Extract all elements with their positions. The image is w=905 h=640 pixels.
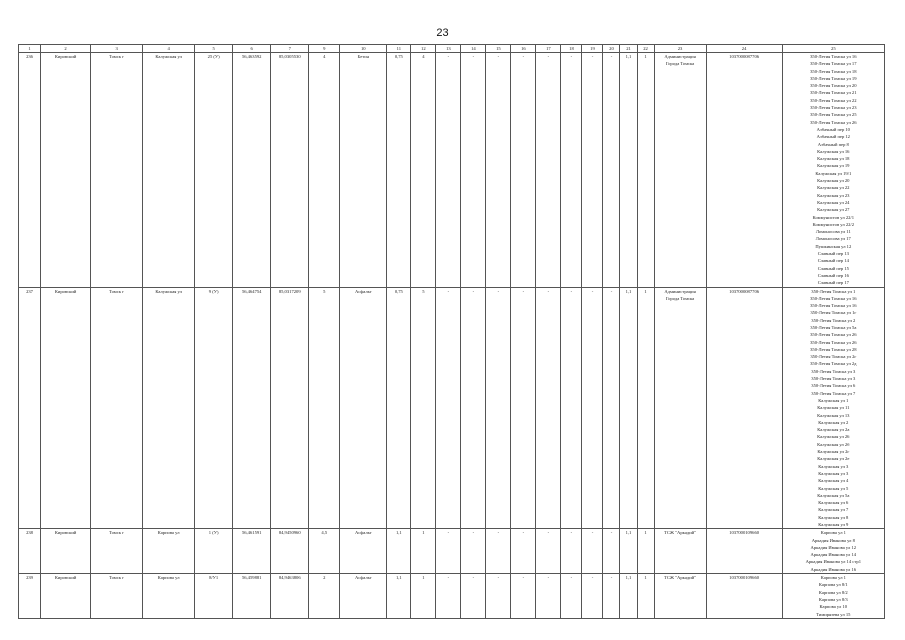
district-cell: Кировский xyxy=(41,574,91,619)
street-cell: Калужская ул xyxy=(143,53,195,288)
page-number: 23 xyxy=(436,27,449,39)
container-count-cell: 1 xyxy=(411,574,436,619)
address-line: 350-Летия Томска ул 25 xyxy=(810,112,857,118)
area-cell: 2 xyxy=(309,574,340,619)
street-cell: Калужская ул xyxy=(143,287,195,529)
count-cell: 1 xyxy=(637,529,654,574)
address-line: Карпова ул 8/3 xyxy=(818,596,848,602)
surface-cell: Бетон xyxy=(340,53,387,288)
longitude-cell: 84,9463806 xyxy=(271,574,309,619)
address-line: Ломоносова ул 11 xyxy=(815,229,851,235)
empty-cell: - xyxy=(603,53,620,288)
column-header: 16 xyxy=(511,45,536,53)
column-header: 14 xyxy=(461,45,486,53)
column-header: 18 xyxy=(561,45,582,53)
served-addresses-cell xyxy=(782,574,884,619)
latitude-cell: 56,464754 xyxy=(233,287,271,529)
address-line: Карпова ул 8/2 xyxy=(818,589,848,595)
ogrn-cell: 1037000109660 xyxy=(706,574,782,619)
site-number-cell: 25 (У) xyxy=(195,53,233,288)
address-line: Калужская ул 3 xyxy=(818,470,849,476)
district-cell: Кировский xyxy=(41,53,91,288)
volume-cell: 1,1 xyxy=(620,529,637,574)
column-header: 21 xyxy=(620,45,637,53)
address-line: 350-Летия Томска ул 16 xyxy=(810,303,857,309)
address-line: 350-Летия Томска ул 16 xyxy=(810,54,857,59)
empty-cell: - xyxy=(603,287,620,529)
address-line: 350-Летия Томска ул 7 xyxy=(811,390,856,396)
empty-cell: - xyxy=(486,53,511,288)
served-addresses-cell xyxy=(782,529,884,574)
address-line: Калужская ул 1 xyxy=(818,397,849,403)
registry-table xyxy=(18,44,885,619)
count-cell: 1 xyxy=(637,53,654,288)
address-line: Калужская ул 2г xyxy=(817,449,850,455)
header-row xyxy=(19,45,885,53)
count-cell: 1 xyxy=(637,574,654,619)
column-header: 20 xyxy=(603,45,620,53)
address-line: Калужская ул 3 xyxy=(818,463,849,469)
address-line: Азбачный пер 12 xyxy=(816,134,850,140)
longitude-cell: 84,9450960 xyxy=(271,529,309,574)
address-line: 350-Летия Томска ул 1г xyxy=(810,310,857,316)
address-line: Славный пер 17 xyxy=(817,280,849,286)
empty-cell: - xyxy=(511,529,536,574)
container-volume-cell: 0,75 xyxy=(387,53,411,288)
owner-line: Города Томска xyxy=(665,295,695,301)
column-header: 5 xyxy=(195,45,233,53)
address-line: Славный пер 14 xyxy=(817,258,849,264)
volume-cell: 1,1 xyxy=(620,574,637,619)
empty-cell: - xyxy=(561,574,582,619)
address-line: Аркадия Иванова ул 8 xyxy=(811,537,855,543)
address-line: Славный пер 16 xyxy=(817,272,849,278)
address-line: 350-Летия Томска ул 2г xyxy=(810,354,857,360)
address-line: Калужская ул 23 xyxy=(817,192,850,198)
address-line: Калужская ул 16 xyxy=(817,148,850,154)
ogrn-cell: 1037000087706 xyxy=(706,287,782,529)
empty-cell: - xyxy=(603,529,620,574)
column-header: 22 xyxy=(637,45,654,53)
address-line: Калужская ул 5 xyxy=(818,485,849,491)
volume-cell: 1,1 xyxy=(620,287,637,529)
column-header: 3 xyxy=(91,45,143,53)
address-line: 350-Летия Томска ул 21 xyxy=(810,90,857,96)
address-line: Калужская ул 2 xyxy=(818,419,849,425)
empty-cell: - xyxy=(511,574,536,619)
address-line: 350-Летия Томска ул 3 xyxy=(811,368,856,374)
address-line: 350-Летия Томска ул 17 xyxy=(810,61,857,67)
empty-cell: - xyxy=(603,574,620,619)
owner-line: ТСЖ "Аркадий" xyxy=(664,530,697,536)
latitude-cell: 56,461591 xyxy=(233,529,271,574)
address-line: Пушкинская ул 12 xyxy=(815,243,852,249)
table-row xyxy=(19,529,885,574)
empty-cell: - xyxy=(486,574,511,619)
address-line: 350-Летия Томска ул 26 xyxy=(810,332,857,338)
owner-cell xyxy=(654,53,706,288)
latitude-cell: 56,459881 xyxy=(233,574,271,619)
address-line: Коммунистов ул 22/1 xyxy=(812,214,854,220)
latitude-cell: 56,463592 xyxy=(233,53,271,288)
address-line: 350-Летия Томска ул 18 xyxy=(810,68,857,74)
address-line: Калужская ул 7 xyxy=(818,507,849,513)
address-line: 350-Летия Томска ул 19 xyxy=(810,75,857,81)
address-line: Ломоносова ул 17 xyxy=(815,236,851,242)
ogrn-cell: 1037000109660 xyxy=(706,529,782,574)
empty-cell: - xyxy=(582,287,603,529)
column-header: 15 xyxy=(486,45,511,53)
street-cell: Карпова ул xyxy=(143,574,195,619)
surface-cell: Асфальт xyxy=(340,574,387,619)
column-header: 24 xyxy=(706,45,782,53)
row-number-cell: 239 xyxy=(19,574,41,619)
count-cell: 1 xyxy=(637,287,654,529)
empty-cell: - xyxy=(511,53,536,288)
column-header: 11 xyxy=(387,45,411,53)
address-line: Аркадия Иванова ул 14 стр1 xyxy=(805,559,861,565)
surface-cell: Асфальт xyxy=(340,529,387,574)
address-line: Калужская ул 4 xyxy=(818,478,849,484)
address-line: Калужская ул 2б xyxy=(817,441,850,447)
container-volume-cell: 0,75 xyxy=(387,287,411,529)
address-line: Калужская ул 6 xyxy=(818,500,849,506)
served-addresses-cell xyxy=(782,287,884,529)
address-line: Аркадия Иванова ул 16 xyxy=(810,566,857,572)
table-row xyxy=(19,53,885,288)
address-line: Карпова ул 10 xyxy=(819,604,848,610)
empty-cell: - xyxy=(582,529,603,574)
address-line: 350-Летия Томска ул 22 xyxy=(810,97,857,103)
address-line: Славный пер 13 xyxy=(817,251,849,257)
address-line: Калужская ул 18 xyxy=(817,156,850,162)
empty-cell: - xyxy=(486,529,511,574)
address-line: Калужская ул 2а xyxy=(817,427,850,433)
address-line: Калужская ул 26 xyxy=(817,434,850,440)
column-header: 4 xyxy=(143,45,195,53)
container-volume-cell: 1,1 xyxy=(387,574,411,619)
column-header: 13 xyxy=(436,45,461,53)
container-count-cell: 1 xyxy=(411,529,436,574)
empty-cell: - xyxy=(486,287,511,529)
empty-cell: - xyxy=(561,287,582,529)
address-line: Коммунистов ул 22/2 xyxy=(812,221,854,227)
address-line: 350-Летия Томска ул 2д xyxy=(810,361,857,367)
address-line: Калужская ул 19 xyxy=(817,163,850,169)
address-line: 350-Летия Томска ул 26 xyxy=(810,119,857,125)
empty-cell: - xyxy=(561,53,582,288)
empty-cell: - xyxy=(436,529,461,574)
column-header: 6 xyxy=(233,45,271,53)
column-header: 1 xyxy=(19,45,41,53)
table-row xyxy=(19,287,885,529)
address-line: Карпова ул 8/1 xyxy=(818,582,848,588)
address-line: Калужская ул 22 xyxy=(817,185,850,191)
surface-cell: Асфальт xyxy=(340,287,387,529)
column-header: 12 xyxy=(411,45,436,53)
empty-cell: - xyxy=(461,529,486,574)
address-line: 350-Летия Томска ул 28 xyxy=(810,346,857,352)
owner-line: Администрация xyxy=(664,288,696,294)
address-line: 350-Летия Томска ул 1 xyxy=(811,288,856,294)
address-line: 350-Летия Томска ул 6 xyxy=(811,383,856,389)
site-number-cell: 1 (У) xyxy=(195,529,233,574)
city-cell: Томск г xyxy=(91,287,143,529)
table-body xyxy=(19,53,885,619)
address-line: 350-Летия Томска ул 3 xyxy=(811,376,856,382)
row-number-cell: 236 xyxy=(19,53,41,288)
area-cell: 4 xyxy=(309,53,340,288)
address-line: Калужская ул 20 xyxy=(817,178,850,184)
empty-cell: - xyxy=(436,53,461,288)
column-header: 17 xyxy=(536,45,561,53)
container-count-cell: 5 xyxy=(411,287,436,529)
served-addresses-cell xyxy=(782,53,884,288)
city-cell: Томск г xyxy=(91,53,143,288)
address-line: Калужская ул 11 xyxy=(817,405,850,411)
city-cell: Томск г xyxy=(91,574,143,619)
address-line: Тимирязева ул 15 xyxy=(816,611,851,617)
container-volume-cell: 1,1 xyxy=(387,529,411,574)
address-line: 350-Летия Томска ул 20 xyxy=(810,83,857,89)
volume-cell: 1,1 xyxy=(620,53,637,288)
owner-cell xyxy=(654,287,706,529)
column-header: 9 xyxy=(309,45,340,53)
empty-cell: - xyxy=(536,529,561,574)
empty-cell: - xyxy=(582,53,603,288)
area-cell: 5 xyxy=(309,287,340,529)
address-line: 350-Летия Томска ул 16 xyxy=(810,295,857,301)
address-line: Славный пер 15 xyxy=(817,265,849,271)
column-header: 25 xyxy=(782,45,884,53)
address-line: Карпова ул 1 xyxy=(820,575,846,581)
owner-line: Администрация xyxy=(664,54,696,59)
site-number-cell: 9 (У) xyxy=(195,287,233,529)
address-line: Калужская ул 2е xyxy=(817,456,850,462)
row-number-cell: 238 xyxy=(19,529,41,574)
empty-cell: - xyxy=(436,287,461,529)
district-cell: Кировский xyxy=(41,287,91,529)
column-header: 10 xyxy=(340,45,387,53)
empty-cell: - xyxy=(536,287,561,529)
street-cell: Карпова ул xyxy=(143,529,195,574)
longitude-cell: 85,0305530 xyxy=(271,53,309,288)
address-line: Аркадия Иванова ул 14 xyxy=(810,552,857,558)
district-cell: Кировский xyxy=(41,529,91,574)
owner-cell xyxy=(654,529,706,574)
address-line: Калужская ул 5а xyxy=(817,492,850,498)
city-cell: Томск г xyxy=(91,529,143,574)
address-line: Азбачный пер 10 xyxy=(816,126,850,132)
column-header: 2 xyxy=(41,45,91,53)
address-line: Азбачный пер 8 xyxy=(817,141,849,147)
column-header: 7 xyxy=(271,45,309,53)
owner-line: ТСЖ "Аркадий" xyxy=(664,575,697,581)
empty-cell: - xyxy=(511,287,536,529)
address-line: Калужская ул 19/1 xyxy=(815,170,852,176)
empty-cell: - xyxy=(436,574,461,619)
table-row xyxy=(19,574,885,619)
address-line: 350-Летия Томска ул 5а xyxy=(810,324,857,330)
address-line: Аркадия Иванова ул 12 xyxy=(810,544,857,550)
longitude-cell: 85,0317209 xyxy=(271,287,309,529)
address-line: Калужская ул 24 xyxy=(817,199,850,205)
empty-cell: - xyxy=(536,53,561,288)
address-line: Калужская ул 9 xyxy=(818,522,849,527)
empty-cell: - xyxy=(461,287,486,529)
empty-cell: - xyxy=(561,529,582,574)
address-line: Карпова ул 1 xyxy=(820,530,846,536)
column-header: 19 xyxy=(582,45,603,53)
empty-cell: - xyxy=(461,574,486,619)
owner-line: Города Томска xyxy=(665,61,695,67)
address-line: 350-Летия Томска ул 2 xyxy=(811,317,856,323)
empty-cell: - xyxy=(461,53,486,288)
empty-cell: - xyxy=(582,574,603,619)
address-line: Калужская ул 27 xyxy=(817,207,850,213)
area-cell: 4,5 xyxy=(309,529,340,574)
container-count-cell: 4 xyxy=(411,53,436,288)
site-number-cell: 8/У1 xyxy=(195,574,233,619)
column-header: 23 xyxy=(654,45,706,53)
row-number-cell: 237 xyxy=(19,287,41,529)
empty-cell: - xyxy=(536,574,561,619)
address-line: Калужская ул 8 xyxy=(818,514,849,520)
address-line: Калужская ул 13 xyxy=(817,412,850,418)
address-line: 350-Летия Томска ул 26 xyxy=(810,339,857,345)
ogrn-cell: 1037000087706 xyxy=(706,53,782,288)
address-line: 350-Летия Томска ул 23 xyxy=(810,105,857,111)
owner-cell xyxy=(654,574,706,619)
